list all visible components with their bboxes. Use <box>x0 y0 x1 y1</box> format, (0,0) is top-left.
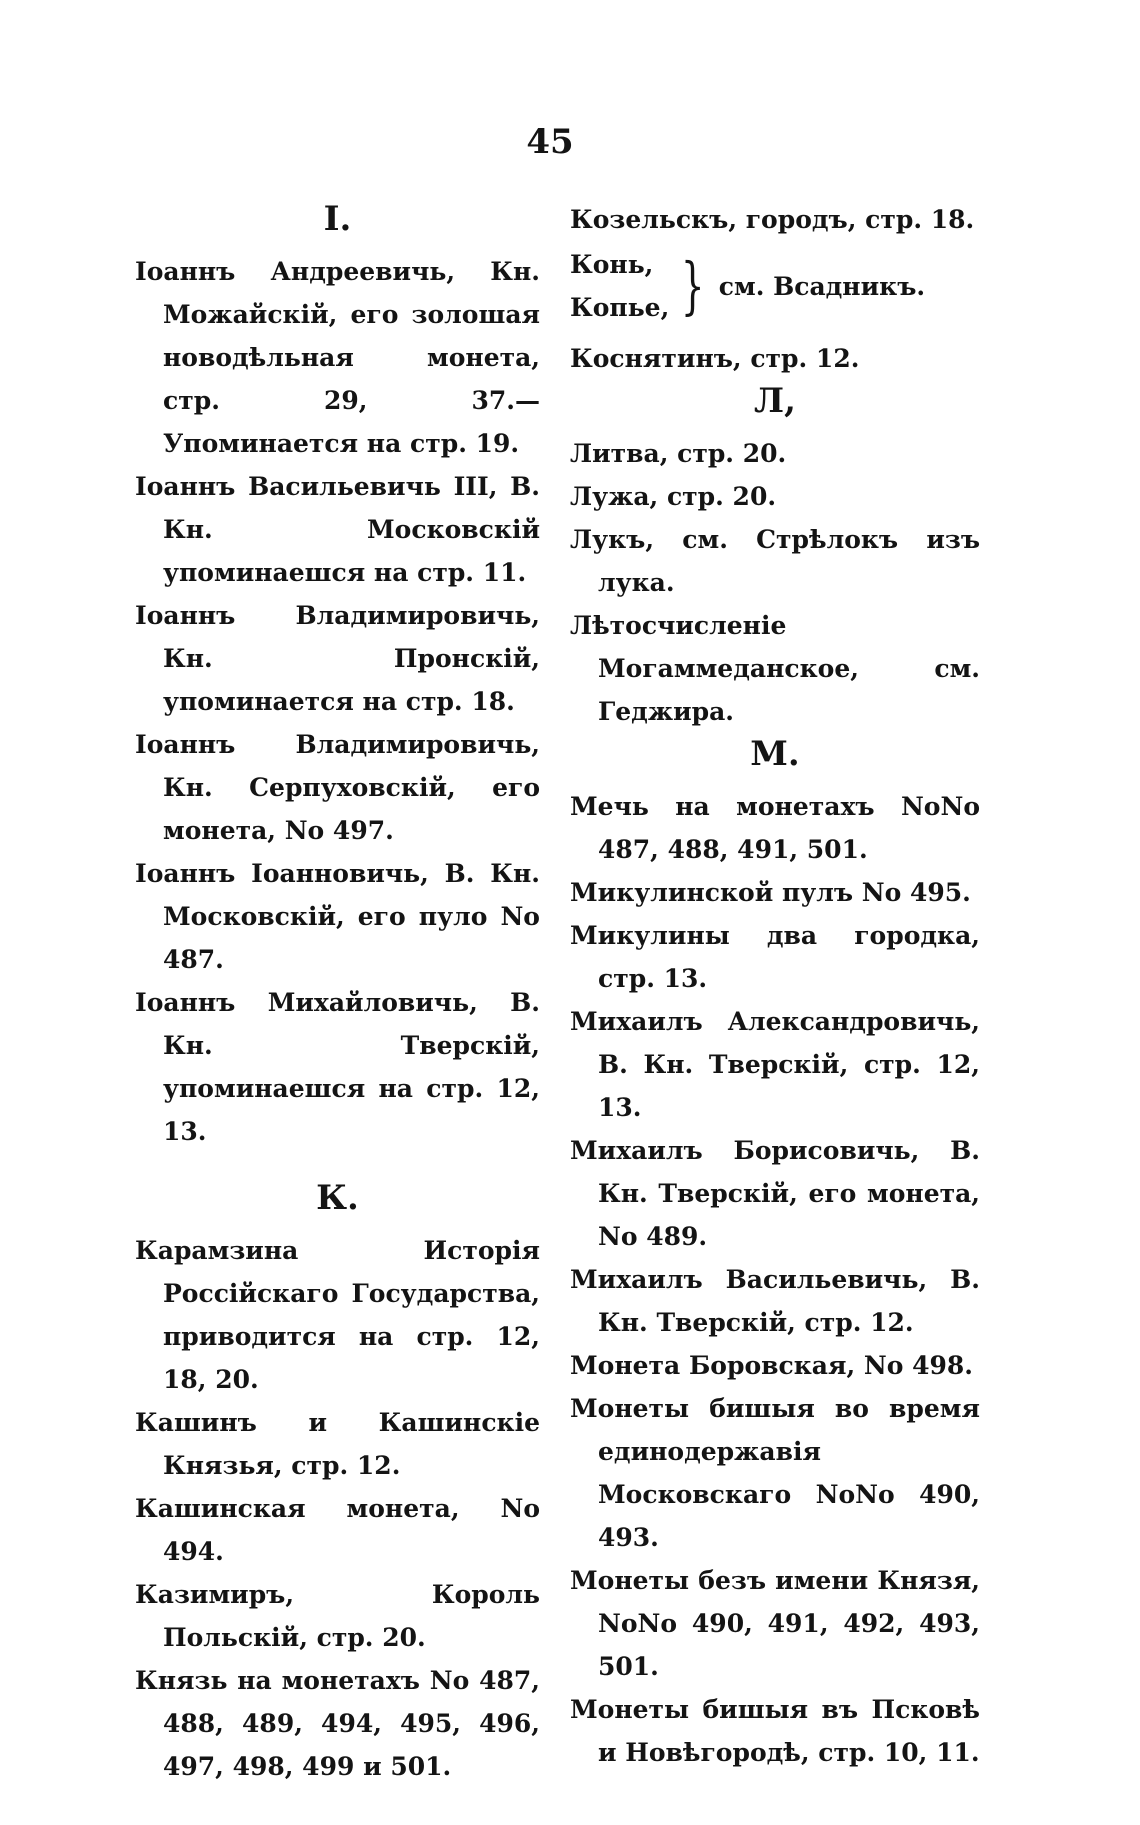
left-column <box>135 198 540 1788</box>
section-letter-m: М. <box>750 734 800 774</box>
index-entry: Монеты безъ имени Князя, NoNo 490, 491, 492, 493, 501. <box>570 1566 980 1681</box>
index-entry: Іоаннъ Васильевичь III, В. Кн. Московскій упоминаешся на стр. 11. <box>135 472 540 587</box>
section-letter-l: Л, <box>754 381 796 421</box>
page-number: 45 <box>526 122 574 162</box>
index-entry: Карамзина Исторія Россійскаго Государства, приводится на стр. 12, 18, 20. <box>135 1236 540 1394</box>
index-entry: Монета Боровская, No 498. <box>570 1351 973 1380</box>
index-entry: Князь на монетахъ No 487, 488, 489, 494, 495, 496, 497, 498, 499 и 501. <box>135 1666 540 1781</box>
section-letter-i: I. <box>323 199 352 239</box>
index-entry: Іоаннъ Михайловичь, В. Кн. Тверскій, упоминаешся на стр. 12, 13. <box>135 988 540 1146</box>
index-entry: Іоаннъ Андреевичь, Кн. Можайскій, его золошая новодѣльная монета, стр. 29, 37.— Упоминается на стр. 19. <box>135 257 540 458</box>
index-entry: Козельскъ, городъ, стр. 18. <box>570 205 975 234</box>
index-entry: Микулинской пулъ No 495. <box>570 878 971 907</box>
index-entry: Микулины два городка, стр. 13. <box>570 921 980 993</box>
index-entry: Михаилъ Васильевичь, В. Кн. Тверскій, стр. 12. <box>570 1265 980 1337</box>
index-entry: Кашинская монета, No 494. <box>135 1494 540 1566</box>
index-entry: Лужа, стр. 20. <box>570 482 777 511</box>
index-entry: Литва, стр. 20. <box>570 439 787 468</box>
index-entry: Михаилъ Борисовичь, В. Кн. Тверскій, его монета, No 489. <box>570 1136 980 1251</box>
right-column <box>570 198 980 1774</box>
brace-reference: см. Всадникъ. <box>718 271 926 301</box>
brace-entry <box>570 243 980 329</box>
index-entry: Монеты бишыя во время единодержавія Московскаго NoNo 490, 493. <box>570 1394 980 1552</box>
index-entry: Казимиръ, Король Польскій, стр. 20. <box>135 1580 540 1652</box>
brace-terms <box>570 243 669 329</box>
section-letter-k: К. <box>316 1178 359 1218</box>
brace-term: Конь, <box>570 250 654 279</box>
index-entry: Монеты бишыя въ Псковѣ и Новѣгородѣ, стр. 10, 11. <box>570 1695 980 1767</box>
index-entry: Іоаннъ Іоанновичь, В. Кн. Московскій, его пуло No 487. <box>135 859 540 974</box>
index-entry: Іоаннъ Владимировичь, Кн. Серпуховскій, его монета, No 497. <box>135 730 540 845</box>
index-entry: Мечь на монетахъ NoNo 487, 488, 491, 501. <box>570 792 980 864</box>
brace-term: Копье, <box>570 293 670 322</box>
index-entry: Кашинъ и Кашинскіе Князья, стр. 12. <box>135 1408 540 1480</box>
index-entry: Коснятинъ, стр. 12. <box>570 344 860 373</box>
index-entry: Михаилъ Александровичь, В. Кн. Тверскій, стр. 12, 13. <box>570 1007 980 1122</box>
index-entry: Лѣтосчисленіе Могаммеданское, см. Геджира. <box>570 611 980 726</box>
curly-brace-icon: } <box>681 249 705 322</box>
index-entry: Іоаннъ Владимировичь, Кн. Пронскій, упоминается на стр. 18. <box>135 601 540 716</box>
index-entry: Лукъ, см. Стрѣлокъ изъ лука. <box>570 525 980 597</box>
